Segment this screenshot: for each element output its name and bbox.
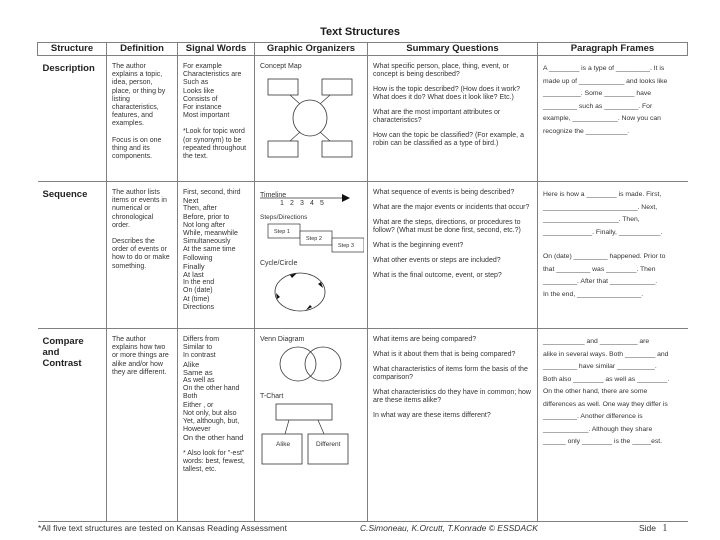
concept-box-top-right xyxy=(322,79,352,95)
signal-word: Consists of xyxy=(183,95,218,103)
signal-word: Either , or xyxy=(183,401,214,409)
timeline-tick: 2 xyxy=(290,200,294,207)
definition-cell xyxy=(107,182,178,329)
concept-map-label: Concept Map xyxy=(260,63,302,70)
step-label: Step 2 xyxy=(306,236,322,242)
frame-line: On (date) _________ happened. Prior to xyxy=(543,253,666,260)
definition-text: Describes the order of events or how to do or make something. xyxy=(112,238,170,270)
summary-question: What characteristics of items form the basis of the comparison? xyxy=(373,366,528,381)
signal-word: For example xyxy=(183,63,222,70)
summary-question: How is the topic described? (How does it work? What does it do? What does it look like? Etc.) xyxy=(373,86,521,101)
signal-word: At last xyxy=(183,270,204,280)
footer-credits: C.Simoneau, K.Orcutt, T.Konrade © ESSDACK xyxy=(360,523,538,533)
definition-text: The author lists items or events in numerical or chronological order. xyxy=(112,189,167,229)
table-row-compare-contrast xyxy=(38,329,688,522)
signal-words-list xyxy=(183,189,250,312)
t-chart-diagram xyxy=(260,402,364,468)
signal-word: Similar to xyxy=(183,344,213,352)
summary-question: What items are being compared? xyxy=(373,336,477,343)
concept-box-bottom-right xyxy=(322,141,352,157)
frame-line: ____________________. Then, xyxy=(543,216,640,223)
step-label: Step 1 xyxy=(274,229,290,235)
signal-word: Following xyxy=(183,254,213,262)
structure-cell xyxy=(38,56,107,182)
signal-word: Then, after xyxy=(183,205,217,213)
signal-word: First, second, third xyxy=(183,189,241,196)
column-header-paragraph-frames: Paragraph Frames xyxy=(538,43,688,56)
definition-text: The author explains a topic, idea, person, place, or thing by listing characteristics, features, and examples. xyxy=(112,63,166,128)
summary-question: What are the steps, directions, or procedures to follow? (What must be done first, second, etc.?) xyxy=(373,219,521,234)
column-header-definition: Definition xyxy=(107,43,178,56)
graphic-organizers-cell xyxy=(255,56,368,182)
timeline-tick: 5 xyxy=(320,200,324,207)
frame-line: _________ such as _________. For xyxy=(543,102,653,110)
structure-name: Sequence xyxy=(42,189,88,200)
signal-word: Both xyxy=(183,393,198,401)
signal-word: Not only, but also xyxy=(183,409,237,417)
signal-word: Not long after xyxy=(183,221,226,229)
paragraph-frames-cell xyxy=(538,182,688,329)
venn-diagram xyxy=(260,344,364,384)
frame-line: that _________ was ________. Then xyxy=(543,265,656,273)
concept-map-diagram xyxy=(260,71,364,167)
venn-circle-right xyxy=(305,347,341,381)
structure-name: Description xyxy=(42,63,95,74)
footer-side-number: 1 xyxy=(662,523,668,534)
graphic-organizers-cell xyxy=(255,329,368,522)
signal-word: At the same time xyxy=(183,246,236,254)
summary-questions-cell xyxy=(368,56,538,182)
signal-word: Before, prior to xyxy=(183,213,230,221)
signal-words-list xyxy=(183,336,250,443)
signal-word: While, meanwhile xyxy=(183,230,238,238)
summary-question: What other events or steps are included? xyxy=(373,257,501,264)
frame-line: _____________. Finally, ___________. xyxy=(543,228,663,236)
summary-question: How can the topic be classified? (For example, a robin can be classified as a type of bird.) xyxy=(373,132,524,147)
frame-line: differences as well. One way they differ is xyxy=(543,400,668,408)
column-header-summary-questions: Summary Questions xyxy=(368,43,538,56)
connector xyxy=(290,95,300,104)
timeline-label: Timeline xyxy=(260,192,287,199)
connector xyxy=(318,420,324,434)
summary-questions-cell xyxy=(368,182,538,329)
timeline-arrow-icon xyxy=(342,194,350,202)
text-structures-table xyxy=(37,42,688,522)
frame-line: Here is how a ________ is made. First, xyxy=(543,191,662,198)
t-chart-top-box xyxy=(276,404,332,420)
frame-line: In the end, _________________. xyxy=(543,290,644,298)
concept-box-top-left xyxy=(268,79,298,95)
paragraph-frames-cell xyxy=(538,329,688,522)
signal-word: Yet, although, but, xyxy=(183,418,240,426)
signal-note: * Also look for "-est" words: best, fewest, tallest, etc. xyxy=(183,449,245,474)
signal-word: Most important xyxy=(183,112,230,120)
cycle-label: Cycle/Circle xyxy=(260,260,298,267)
frame-line: _________. Another difference is xyxy=(543,413,643,420)
definition-cell xyxy=(107,329,178,522)
frame-line: __________. Some ________ have xyxy=(543,90,652,97)
definition-text: Focus is on one thing and its components. xyxy=(112,136,162,161)
frame-line: recognize the ___________. xyxy=(543,127,630,135)
sequence-organizers-diagram xyxy=(260,189,364,317)
column-header-signal-words: Signal Words xyxy=(178,43,255,56)
timeline-tick: 1 xyxy=(280,200,284,207)
t-chart-alike-box xyxy=(262,434,302,464)
summary-question: In what way are these items different? xyxy=(373,412,491,419)
structure-cell xyxy=(38,329,107,522)
signal-word: On the other hand xyxy=(183,433,244,443)
signal-word: Looks like xyxy=(183,87,215,95)
connector xyxy=(320,95,330,104)
summary-question: What is the beginning event? xyxy=(373,242,464,249)
summary-question: What sequence of events is being described? xyxy=(373,189,515,196)
timeline-tick: 3 xyxy=(300,200,304,207)
footer-note: *All five text structures are tested on Kansas Reading Assessment xyxy=(38,523,287,533)
signal-word: Finally xyxy=(183,261,205,271)
signal-word: Such as xyxy=(183,79,209,87)
concept-box-bottom-left xyxy=(268,141,298,157)
column-header-graphic-organizers: Graphic Organizers xyxy=(255,43,368,56)
connector xyxy=(290,132,300,141)
structure-cell xyxy=(38,182,107,329)
signal-word: Next xyxy=(183,196,199,206)
steps-label: Steps/Directions xyxy=(260,214,308,221)
signal-word: On (date) xyxy=(183,287,213,295)
summary-question: What are the most important attributes or characteristics? xyxy=(373,109,501,124)
structure-name: and xyxy=(42,347,60,358)
signal-word: Characteristics are xyxy=(183,71,242,79)
frame-line: ___________ and __________ are xyxy=(543,338,650,345)
frame-spacer xyxy=(543,239,684,251)
signal-word: As well as xyxy=(183,377,215,385)
timeline-tick: 4 xyxy=(310,200,314,207)
signal-word: In the end xyxy=(183,279,215,287)
signal-words-list xyxy=(183,63,250,120)
venn-diagram-label: Venn Diagram xyxy=(260,336,305,343)
frame-line: alike in several ways. Both ________ and xyxy=(543,350,669,358)
table-row-description xyxy=(38,56,688,182)
paragraph-frames-cell xyxy=(538,56,688,182)
t-chart-label: T-Chart xyxy=(260,393,284,401)
signal-words-cell xyxy=(178,329,255,522)
frame-line: _________ have similar __________. xyxy=(543,363,657,370)
frame-line: made up of ____________ and looks like xyxy=(543,77,668,85)
header-row xyxy=(38,43,688,56)
signal-word: Differs from xyxy=(183,336,220,343)
summary-question: What are the major events or incidents that occur? xyxy=(373,204,530,211)
t-chart-different-label: Different xyxy=(316,440,341,448)
signal-word: At (time) xyxy=(183,295,210,303)
frame-line: Both also ________ as well as ________. xyxy=(543,375,670,383)
graphic-organizers-cell xyxy=(255,182,368,329)
summary-question: What is the final outcome, event, or step? xyxy=(373,272,502,279)
frame-line: A ________ is a type of _________. It is xyxy=(543,65,665,72)
structure-name: Contrast xyxy=(42,358,82,369)
connector xyxy=(320,132,330,141)
summary-question: What characteristics do they have in common; how are these items alike? xyxy=(373,389,531,404)
concept-center-circle xyxy=(293,100,327,136)
summary-question: What specific person, place, thing, event, or concept is being described? xyxy=(373,63,509,78)
frame-line: ____________. Although they share xyxy=(543,425,653,433)
signal-word: Simultaneously xyxy=(183,238,231,246)
connector xyxy=(285,420,289,434)
frame-line: ______ only ________ is the _____est. xyxy=(543,438,663,445)
signal-words-cell xyxy=(178,56,255,182)
signal-word: Same as xyxy=(183,367,213,377)
t-chart-alike-label: Alike xyxy=(276,440,291,448)
structure-name: Compare xyxy=(42,336,84,347)
cycle-circle xyxy=(275,273,325,311)
frame-line: _________________________. Next, xyxy=(543,203,658,211)
summary-question: What is it about them that is being compared? xyxy=(373,351,516,358)
frame-line: _________. After that ____________. xyxy=(543,278,658,285)
signal-word: For instance xyxy=(183,104,222,112)
signal-note: *Look for topic word (or synonym) to be repeated throughout the text. xyxy=(183,128,247,161)
frame-line: example, ____________. Now you can xyxy=(543,115,661,122)
document-title: Text Structures xyxy=(320,26,400,38)
signal-word: Directions xyxy=(183,303,215,311)
signal-word: Alike xyxy=(183,359,200,369)
signal-words-cell xyxy=(178,182,255,329)
footer-side xyxy=(639,523,667,534)
signal-word: On the other hand xyxy=(183,385,240,393)
definition-cell xyxy=(107,56,178,182)
table-row-sequence xyxy=(38,182,688,329)
step-label: Step 3 xyxy=(338,243,354,249)
signal-word: However xyxy=(183,426,211,434)
column-header-structure: Structure xyxy=(38,43,107,56)
definition-text: The author explains how two or more things are alike and/or how they are different. xyxy=(112,336,169,376)
summary-questions-cell xyxy=(368,329,538,522)
t-chart-different-box xyxy=(308,434,348,464)
frame-line: On the other hand, there are some xyxy=(543,388,648,395)
signal-word: In contrast xyxy=(183,352,216,360)
footer-side-label: Side xyxy=(639,523,657,533)
